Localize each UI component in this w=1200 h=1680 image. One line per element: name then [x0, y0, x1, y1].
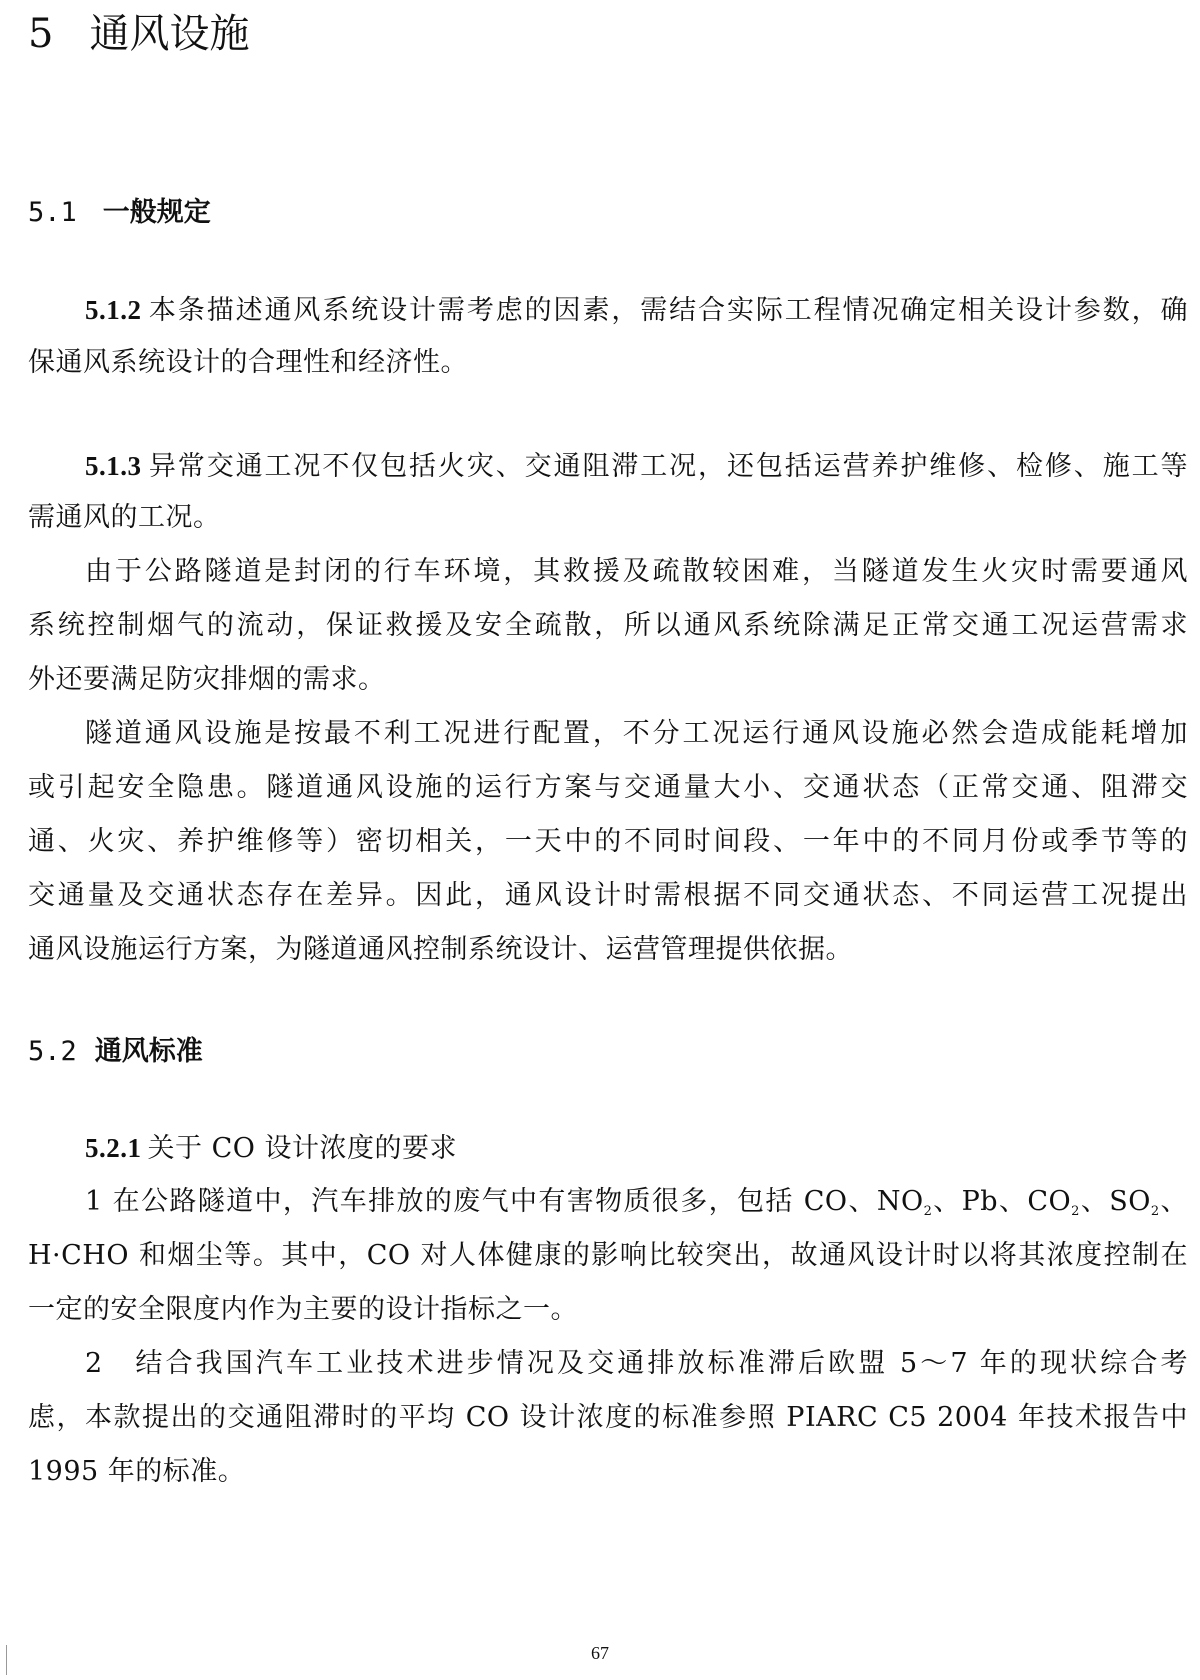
paragraph-line: 或引起安全隐患。隧道通风设施的运行方案与交通量大小、交通状态（正常交通、阻滞交 [28, 772, 1188, 803]
clause-5-1-3-line-2: 需通风的工况。 [28, 502, 221, 533]
paragraph-line: 隧道通风设施是按最不利工况进行配置，不分工况运行通风设施必然会造成能耗增加 [85, 718, 1188, 749]
section-title: 通风标准 [94, 1036, 203, 1067]
paragraph-line: 通风设施运行方案，为隧道通风控制系统设计、运营管理提供依据。 [28, 934, 853, 965]
clause-number: 5.1.2 [85, 295, 142, 325]
page-number: 67 [591, 1643, 609, 1663]
paragraph-line: 系统控制烟气的流动，保证救援及安全疏散，所以通风系统除满足正常交通工况运营需求 [28, 610, 1188, 641]
section-heading-5-1 [28, 190, 211, 229]
section-title: 一般规定 [102, 197, 211, 228]
item-2-line-3: 1995 年的标准。 [28, 1456, 246, 1487]
item-1-line-3: 一定的安全限度内作为主要的设计指标之一。 [28, 1294, 578, 1325]
clause-title: 关于 CO 设计浓度的要求 [147, 1133, 457, 1164]
item-2-line-2: 虑，本款提出的交通阻滞时的平均 CO 设计浓度的标准参照 PIARC C5 2004 年技术报告中 [28, 1402, 1188, 1433]
clause-5-1-2-line-1: 5.1.2 本条描述通风系统设计需考虑的因素，需结合实际工程情况确定相关设计参数，确 [85, 295, 1188, 326]
section-number: 5.2 [28, 1036, 77, 1067]
clause-5-2-1-heading [85, 1128, 1188, 1169]
clause-number: 5.1.3 [85, 451, 142, 481]
section-heading-5-2 [28, 1029, 203, 1068]
paragraph-line: 交通量及交通状态存在差异。因此，通风设计时需根据不同交通状态、不同运营工况提出 [28, 880, 1188, 911]
item-1-line-2: H·CHO 和烟尘等。其中，CO 对人体健康的影响比较突出，故通风设计时以将其浓度控制在 [28, 1240, 1188, 1271]
section-number: 5.1 [28, 197, 77, 228]
item-1-line-1: 1 在公路隧道中，汽车排放的废气中有害物质很多，包括 CO、$NO_2$、Pb、$CO_2$、$SO_2$、 [85, 1186, 1189, 1219]
chapter-number: 5 [28, 11, 54, 57]
clause-5-1-2-line-2: 保通风系统设计的合理性和经济性。 [28, 347, 468, 378]
paragraph-line: 外还要满足防灾排烟的需求。 [28, 664, 386, 695]
paragraph-line: 通、火灾、养护维修等）密切相关，一天中的不同时间段、一年中的不同月份或季节等的 [28, 826, 1188, 857]
paragraph-line: 由于公路隧道是封闭的行车环境，其救援及疏散较困难，当隧道发生火灾时需要通风 [85, 556, 1188, 587]
chapter-title: 通风设施 [89, 11, 250, 57]
clause-5-1-3-line-1: 5.1.3 异常交通工况不仅包括火灾、交通阻滞工况，还包括运营养护维修、检修、施工等 [85, 451, 1188, 482]
item-2-line-1: 2 结合我国汽车工业技术进步情况及交通排放标准滞后欧盟 5～7 年的现状综合考 [85, 1348, 1188, 1379]
clause-number: 5.2.1 [85, 1133, 142, 1163]
chapter-heading [28, 2, 249, 59]
